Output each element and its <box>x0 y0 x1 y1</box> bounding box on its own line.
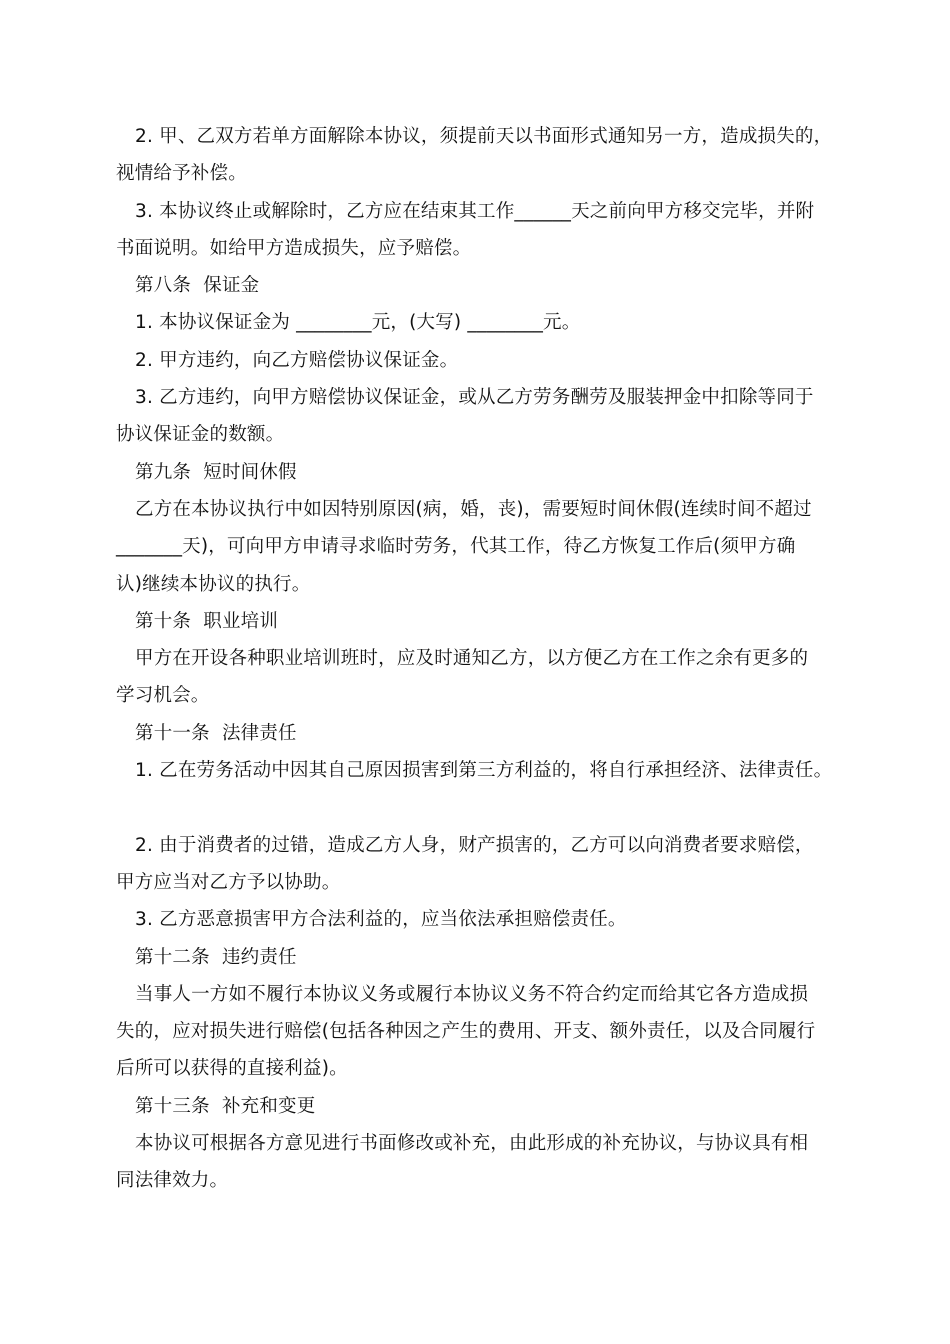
section-heading: 第八条 保证金 <box>135 275 260 297</box>
paragraph-line: 同法律效力。 <box>116 1170 229 1192</box>
paragraph-line: 1. 本协议保证金为 ________元，(大写) ________元。 <box>135 312 581 334</box>
section-heading: 第十条 职业培训 <box>135 610 279 632</box>
paragraph-line: 2. 甲方违约，向乙方赔偿协议保证金。 <box>135 349 459 371</box>
paragraph-line: 2. 甲、乙双方若单方面解除本协议，须提前天以书面形式通知另一方，造成损失的， <box>135 126 833 147</box>
paragraph-line: 失的，应对损失进行赔偿(包括各种因之产生的费用、开支、额外责任，以及合同履行 <box>116 1021 816 1043</box>
section-heading: 第九条 短时间休假 <box>135 461 297 483</box>
paragraph-line: 甲方在开设各种职业培训班时，应及时通知乙方，以方便乙方在工作之余有更多的 <box>135 648 809 670</box>
document-page <box>116 118 856 1200</box>
paragraph-line: 3. 乙方恶意损害甲方合法利益的，应当依法承担赔偿责任。 <box>135 909 627 931</box>
paragraph-line: _______天)，可向甲方申请寻求临时劳务，代其工作，待乙方恢复工作后(须甲方确 <box>116 536 796 558</box>
paragraph-line: 2. 由于消费者的过错，造成乙方人身，财产损害的，乙方可以向消费者要求赔偿， <box>135 834 814 856</box>
paragraph-line: 当事人一方如不履行本协议义务或履行本协议义务不符合约定而给其它各方造成损 <box>135 983 809 1005</box>
paragraph-line: 书面说明。如给甲方造成损失，应予赔偿。 <box>116 237 472 259</box>
paragraph-line: 学习机会。 <box>116 685 210 707</box>
paragraph-line: 3. 乙方违约，向甲方赔偿协议保证金，或从乙方劳务酬劳及服装押金中扣除等同于 <box>135 387 814 409</box>
paragraph-line: 认)继续本协议的执行。 <box>116 573 311 595</box>
paragraph-line: 甲方应当对乙方予以协助。 <box>116 871 341 893</box>
paragraph-line: 乙方在本协议执行中如因特别原因(病，婚，丧)，需要短时间休假(连续时间不超过 <box>135 498 812 520</box>
section-heading: 第十一条 法律责任 <box>135 722 297 744</box>
paragraph-line: 后所可以获得的直接利益)。 <box>116 1058 348 1080</box>
blank-line <box>116 789 856 826</box>
section-heading: 第十三条 补充和变更 <box>135 1095 316 1117</box>
paragraph-line: 本协议可根据各方意见进行书面修改或补充，由此形成的补充协议，与协议具有相 <box>135 1133 809 1155</box>
paragraph-line: 协议保证金的数额。 <box>116 424 285 446</box>
paragraph-line: 3. 本协议终止或解除时，乙方应在结束其工作______天之前向甲方移交完毕，并附 <box>135 200 815 222</box>
paragraph-line: 视情给予补偿。 <box>116 163 247 185</box>
paragraph-line: 1. 乙在劳务活动中因其自己原因损害到第三方利益的，将自行承担经济、法律责任。 <box>135 760 833 782</box>
section-heading: 第十二条 违约责任 <box>135 946 297 968</box>
